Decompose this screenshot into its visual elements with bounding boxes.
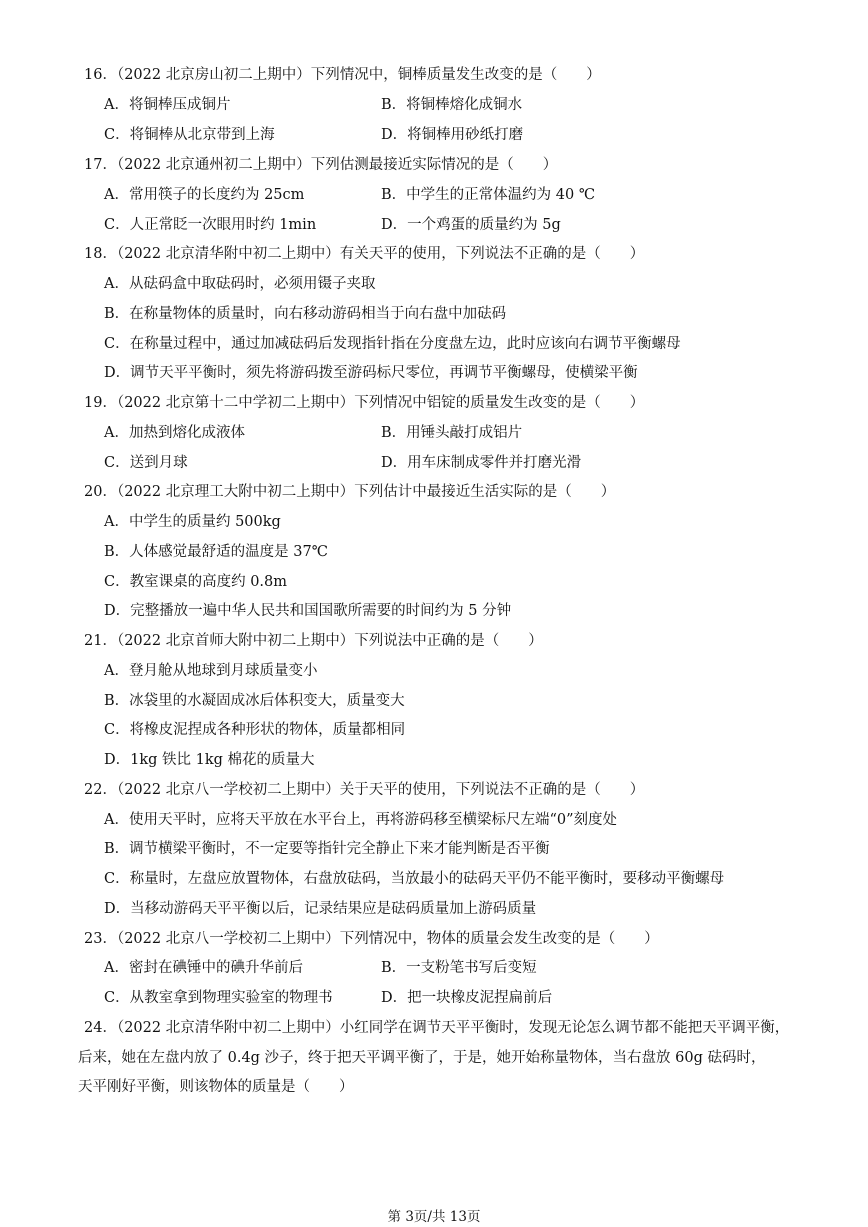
question-23-option-d: D．把一块橡皮泥捏扁前后	[381, 990, 553, 1006]
question-16-stem: 16．（2022 北京房山初二上期中）下列情况中，铜棒质量发生改变的是（ ）	[84, 67, 601, 83]
question-24-stem-line-2: 后来，她在左盘内放了 0.4g 沙子，终于把天平调平衡了，于是，她开始称量物体，当右盘放 60g 砝码时，	[78, 1050, 766, 1066]
question-19-stem: 19．（2022 北京第十二中学初二上期中）下列情况中铝锭的质量发生改变的是（ ）	[84, 395, 645, 411]
question-19-option-b: B．用锤头敲打成铝片	[381, 425, 523, 441]
question-23-option-b: B．一支粉笔书写后变短	[381, 960, 537, 976]
question-18-option-c: C．在称量过程中，通过加减砝码后发现指针指在分度盘左边，此时应该向右调节平衡螺母	[104, 336, 681, 352]
question-18-option-a: A．从砝码盒中取砝码时，必须用镊子夹取	[104, 276, 376, 292]
question-21-stem: 21．（2022 北京首师大附中初二上期中）下列说法中正确的是（ ）	[84, 633, 543, 649]
question-20-option-b: B．人体感觉最舒适的温度是 37℃	[104, 544, 328, 560]
question-21-option-c: C．将橡皮泥捏成各种形状的物体，质量都相同	[104, 722, 406, 738]
question-18-option-d: D．调节天平平衡时，须先将游码拨至游码标尺零位，再调节平衡螺母，使横梁平衡	[104, 365, 638, 381]
question-19-option-c: C．送到月球	[104, 455, 188, 471]
question-22-stem: 22．（2022 北京八一学校初二上期中）关于天平的使用，下列说法不正确的是（ ）	[84, 782, 645, 798]
question-21-option-a: A．登月舱从地球到月球质量变小	[104, 663, 318, 679]
question-20-stem: 20．（2022 北京理工大附中初二上期中）下列估计中最接近生活实际的是（ ）	[84, 484, 616, 500]
question-21-option-b: B．冰袋里的水凝固成冰后体积变大，质量变大	[104, 693, 405, 709]
question-17-option-d: D．一个鸡蛋的质量约为 5g	[381, 217, 561, 233]
question-22-option-d: D．当移动游码天平平衡以后，记录结果应是砝码质量加上游码质量	[104, 901, 537, 917]
question-23-option-c: C．从教室拿到物理实验室的物理书	[104, 990, 333, 1006]
question-23-stem: 23．（2022 北京八一学校初二上期中）下列情况中，物体的质量会发生改变的是（ ）	[84, 931, 659, 947]
question-20-option-c: C．教室课桌的高度约 0.8m	[104, 574, 288, 590]
question-21-option-d: D．1kg 铁比 1kg 棉花的质量大	[104, 752, 315, 768]
question-24-stem-line-3: 天平刚好平衡，则该物体的质量是（ ）	[78, 1079, 354, 1095]
question-16-option-d: D．将铜棒用砂纸打磨	[381, 127, 524, 143]
question-16-option-a: A．将铜棒压成铜片	[104, 97, 231, 113]
question-24-stem-line-1: 24．（2022 北京清华附中初二上期中）小红同学在调节天平平衡时，发现无论怎么调节都不能把天平调平衡，	[84, 1020, 790, 1036]
question-17-option-a: A．常用筷子的长度约为 25cm	[104, 187, 305, 203]
question-17-stem: 17．（2022 北京通州初二上期中）下列估测最接近实际情况的是（ ）	[84, 157, 558, 173]
question-18-option-b: B．在称量物体的质量时，向右移动游码相当于向右盘中加砝码	[104, 306, 507, 322]
question-19-option-d: D．用车床制成零件并打磨光滑	[381, 455, 582, 471]
question-23-option-a: A．密封在碘锤中的碘升华前后	[104, 960, 303, 976]
question-20-option-a: A．中学生的质量约 500kg	[104, 514, 281, 530]
question-20-option-d: D．完整播放一遍中华人民共和国国歌所需要的时间约为 5 分钟	[104, 603, 512, 619]
page-footer: 第 3页/共 13页	[387, 1209, 481, 1225]
question-22-option-b: B．调节横梁平衡时，不一定要等指针完全静止下来才能判断是否平衡	[104, 841, 550, 857]
question-22-option-a: A．使用天平时，应将天平放在水平台上，再将游码移至横梁标尺左端“0”刻度处	[104, 812, 618, 828]
question-19-option-a: A．加热到熔化成液体	[104, 425, 245, 441]
question-18-stem: 18．（2022 北京清华附中初二上期中）有关天平的使用，下列说法不正确的是（ ）	[84, 246, 645, 262]
question-17-option-b: B．中学生的正常体温约为 40 ℃	[381, 187, 596, 203]
question-16-option-b: B．将铜棒熔化成铜水	[381, 97, 523, 113]
question-16-option-c: C．将铜棒从北京带到上海	[104, 127, 275, 143]
question-17-option-c: C．人正常眨一次眼用时约 1min	[104, 217, 317, 233]
question-22-option-c: C．称量时，左盘应放置物体，右盘放砝码，当放最小的砝码天平仍不能平衡时，要移动平衡螺母	[104, 871, 725, 887]
